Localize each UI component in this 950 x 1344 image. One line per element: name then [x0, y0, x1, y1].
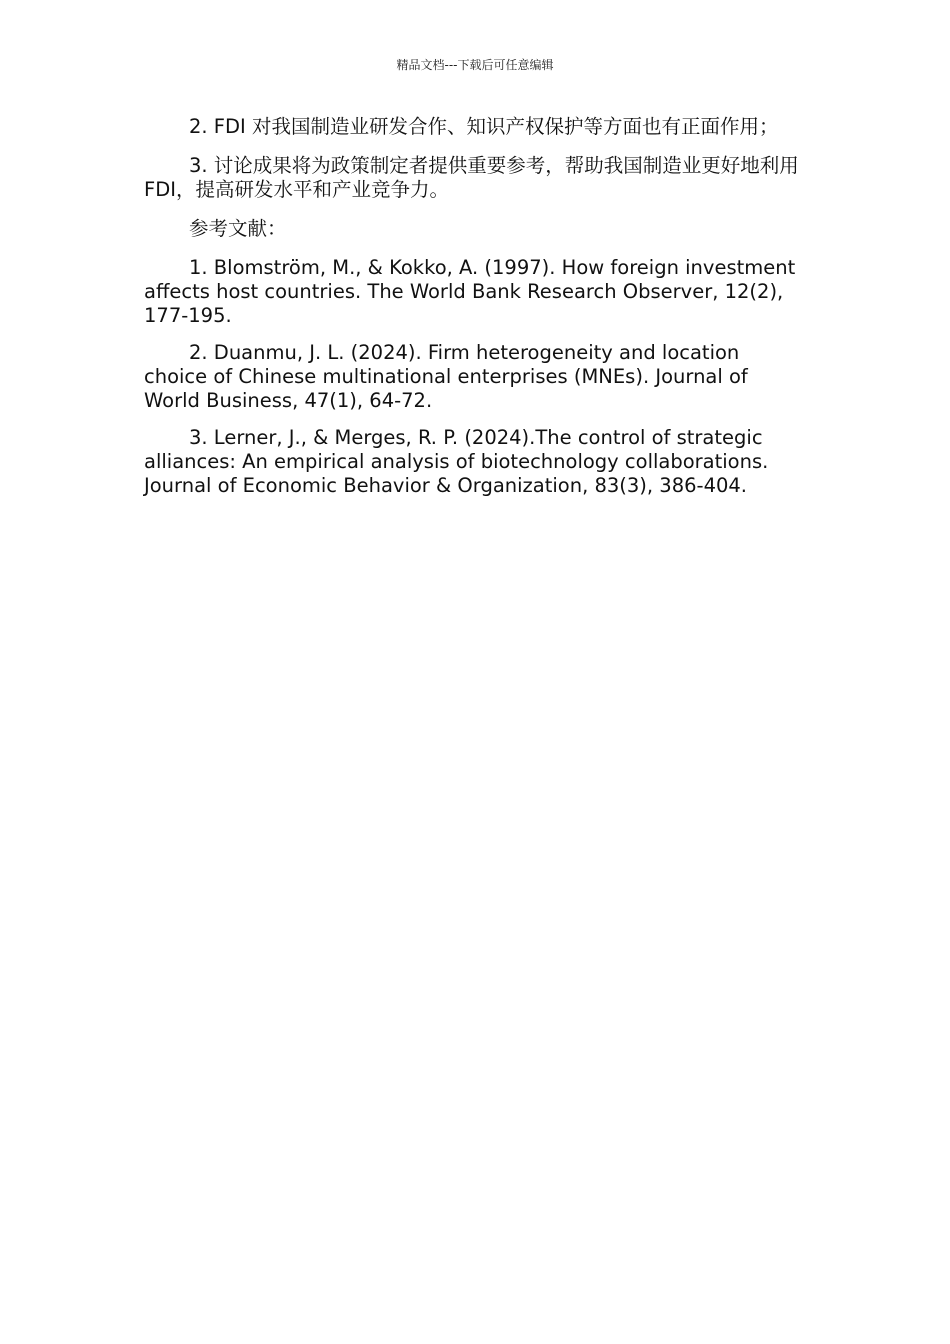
reference-item-2: 2. Duanmu, J. L. (2024). Firm heterogeneity and location choice of Chinese multinational enterprises (MNEs). Journal of World Business, 47(1), 64-72. [144, 341, 748, 412]
reference-item-1: 1. Blomström, M., & Kokko, A. (1997). How foreign investment affects host countries. The World Bank Research Observer, 12(2), 177-195. [144, 256, 796, 327]
reference-item-3: 3. Lerner, J., & Merges, R. P. (2024).The control of strategic alliances: An empirical analysis of biotechnology collaborations. Journal of Economic Behavior & Organization, 83(3), 386-404. [144, 426, 769, 497]
conclusion-item-3: 3. 讨论成果将为政策制定者提供重要参考，帮助我国制造业更好地利用 FDI，提高研发水平和产业竞争力。 [144, 154, 799, 201]
document-body [144, 115, 808, 511]
page-header: 精品文档---下载后可任意编辑 [396, 58, 554, 72]
conclusion-item-2: 2. FDI 对我国制造业研发合作、知识产权保护等方面也有正面作用； [189, 115, 779, 138]
references-heading: 参考文献： [189, 217, 287, 240]
